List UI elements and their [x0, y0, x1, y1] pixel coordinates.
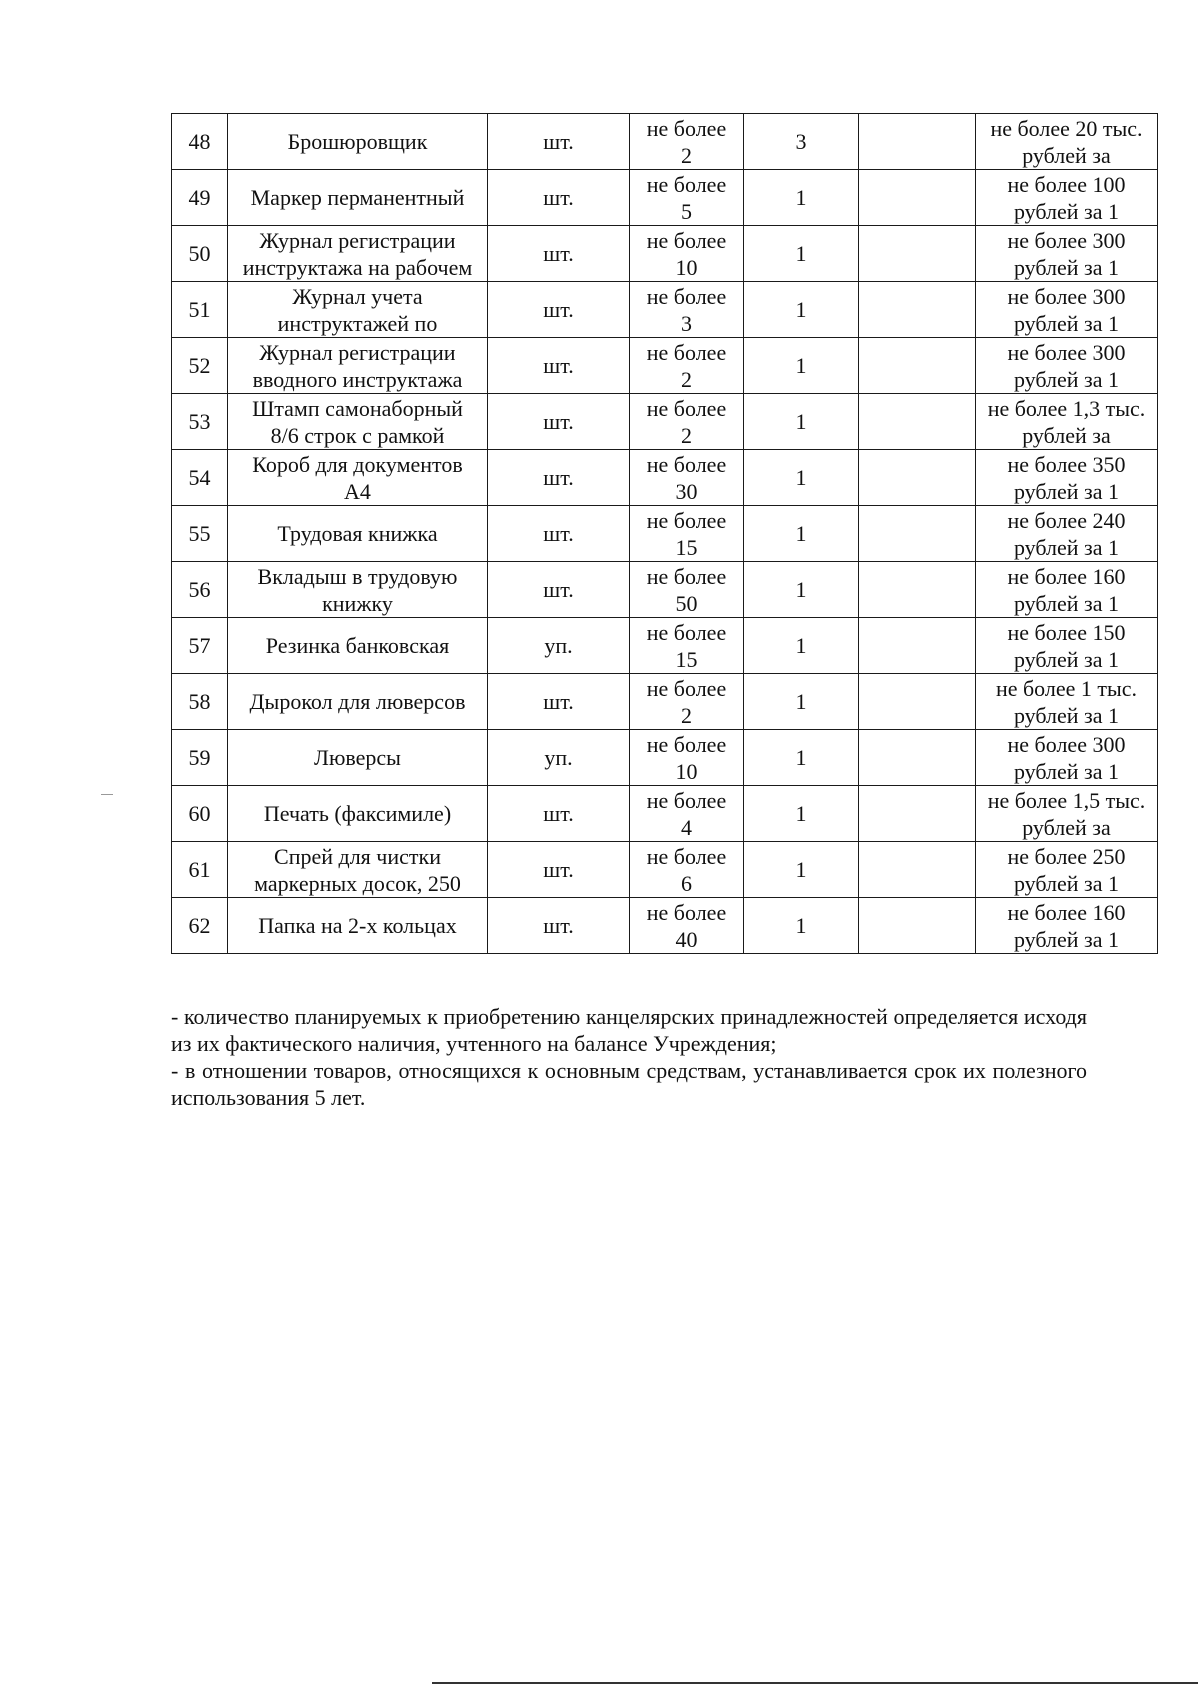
- empty-cell: [859, 114, 976, 170]
- item-name-line: Короб для документов: [252, 451, 463, 477]
- note-service-life: - в отношении товаров, относящихся к основным средствам, устанавливается срок их полезного использования 5 лет.: [171, 1058, 1087, 1110]
- quantity-line: 15: [675, 534, 698, 560]
- price-line: рублей за 1: [1013, 702, 1120, 728]
- item-name-line: инструктажа на рабочем: [242, 254, 473, 280]
- quantity-line: 2: [681, 366, 692, 392]
- item-name-cell: [228, 226, 488, 282]
- note-quantity: - количество планируемых к приобретению канцелярских принадлежностей определяется исходя из их фактического наличия, учтенного на балансе Учреждения;: [171, 1004, 1087, 1056]
- table-row: [172, 450, 1158, 506]
- table-row: [172, 282, 1158, 338]
- quantity-cell: [630, 450, 744, 506]
- table-row: [172, 394, 1158, 450]
- item-name-line: Брошюровщик: [287, 129, 428, 154]
- price-cell: [976, 898, 1158, 954]
- empty-cell: [859, 506, 976, 562]
- empty-cell: [859, 450, 976, 506]
- quantity-line: не более: [646, 843, 727, 869]
- price-cell: [976, 450, 1158, 506]
- supplies-table: [171, 113, 1158, 954]
- price-cell: [976, 170, 1158, 226]
- bottom-rule: [432, 1682, 1198, 1684]
- price-cell: [976, 338, 1158, 394]
- item-name-cell: [228, 282, 488, 338]
- empty-cell: [859, 282, 976, 338]
- quantity-line: 3: [681, 310, 692, 336]
- item-name-line: книжку: [322, 590, 393, 616]
- quantity-cell: [630, 618, 744, 674]
- quantity-line: не более: [646, 339, 727, 365]
- service-term-cell: 1: [744, 282, 859, 338]
- quantity-line: не более: [646, 619, 727, 645]
- service-term-cell: 1: [744, 394, 859, 450]
- price-line: рублей за: [1022, 422, 1111, 448]
- price-cell: [976, 282, 1158, 338]
- quantity-line: 4: [681, 814, 692, 840]
- quantity-cell: [630, 562, 744, 618]
- item-name-cell: [228, 898, 488, 954]
- item-name-line: Журнал учета: [292, 283, 423, 309]
- price-line: не более 1,3 тыс.: [987, 395, 1146, 421]
- row-number-cell: 59: [172, 730, 228, 786]
- table-body: [172, 114, 1158, 954]
- item-name-cell: [228, 394, 488, 450]
- price-line: не более 300: [1007, 731, 1126, 757]
- empty-cell: [859, 786, 976, 842]
- quantity-line: не более: [646, 731, 727, 757]
- price-cell: [976, 562, 1158, 618]
- price-line: рублей за 1: [1013, 534, 1120, 560]
- quantity-cell: [630, 898, 744, 954]
- unit-cell: шт.: [488, 506, 630, 562]
- unit-cell: уп.: [488, 730, 630, 786]
- table-row: [172, 562, 1158, 618]
- item-name-cell: [228, 506, 488, 562]
- quantity-line: не более: [646, 395, 727, 421]
- unit-cell: уп.: [488, 618, 630, 674]
- quantity-line: не более: [646, 171, 727, 197]
- quantity-cell: [630, 282, 744, 338]
- empty-cell: [859, 842, 976, 898]
- price-line: не более 100: [1007, 171, 1126, 197]
- table-row: [172, 674, 1158, 730]
- empty-cell: [859, 338, 976, 394]
- row-number-cell: 48: [172, 114, 228, 170]
- item-name-line: 8/6 строк с рамкой: [270, 422, 445, 448]
- quantity-cell: [630, 730, 744, 786]
- price-line: не более 1,5 тыс.: [987, 787, 1146, 813]
- price-line: рублей за 1: [1013, 590, 1120, 616]
- service-term-cell: 1: [744, 506, 859, 562]
- service-term-cell: 1: [744, 674, 859, 730]
- unit-cell: шт.: [488, 674, 630, 730]
- quantity-cell: [630, 338, 744, 394]
- quantity-line: не более: [646, 227, 727, 253]
- quantity-cell: [630, 394, 744, 450]
- quantity-line: 10: [675, 254, 698, 280]
- quantity-line: не более: [646, 283, 727, 309]
- item-name-line: Резинка банковская: [265, 633, 450, 658]
- quantity-cell: [630, 114, 744, 170]
- item-name-cell: [228, 618, 488, 674]
- unit-cell: шт.: [488, 450, 630, 506]
- price-line: не более 150: [1007, 619, 1126, 645]
- price-line: рублей за 1: [1013, 758, 1120, 784]
- service-term-cell: 3: [744, 114, 859, 170]
- item-name-line: Дырокол для люверсов: [249, 689, 466, 714]
- price-line: рублей за: [1022, 814, 1111, 840]
- quantity-cell: [630, 170, 744, 226]
- price-cell: [976, 394, 1158, 450]
- quantity-cell: [630, 842, 744, 898]
- row-number-cell: 60: [172, 786, 228, 842]
- empty-cell: [859, 618, 976, 674]
- item-name-cell: [228, 338, 488, 394]
- price-cell: [976, 114, 1158, 170]
- price-line: не более 160: [1007, 563, 1126, 589]
- item-name-line: Журнал регистрации: [259, 339, 456, 365]
- quantity-line: 40: [675, 926, 698, 952]
- item-name-line: Папка на 2-х кольцах: [258, 913, 457, 938]
- table-row: [172, 842, 1158, 898]
- price-line: не более 1 тыс.: [995, 675, 1138, 701]
- item-name-cell: [228, 730, 488, 786]
- price-line: не более 240: [1007, 507, 1126, 533]
- item-name-line: Вкладыш в трудовую: [257, 563, 458, 589]
- quantity-line: 50: [675, 590, 698, 616]
- row-number-cell: 56: [172, 562, 228, 618]
- quantity-cell: [630, 506, 744, 562]
- item-name-cell: [228, 114, 488, 170]
- price-cell: [976, 674, 1158, 730]
- unit-cell: шт.: [488, 842, 630, 898]
- price-cell: [976, 842, 1158, 898]
- quantity-line: 2: [681, 422, 692, 448]
- item-name-line: Трудовая книжка: [277, 521, 438, 546]
- quantity-line: 10: [675, 758, 698, 784]
- quantity-line: 6: [681, 870, 692, 896]
- row-number-cell: 61: [172, 842, 228, 898]
- quantity-line: не более: [646, 507, 727, 533]
- empty-cell: [859, 674, 976, 730]
- notes-block: [171, 1003, 1087, 1111]
- service-term-cell: 1: [744, 170, 859, 226]
- price-line: не более 300: [1007, 339, 1126, 365]
- unit-cell: шт.: [488, 170, 630, 226]
- service-term-cell: 1: [744, 226, 859, 282]
- item-name-line: Спрей для чистки: [274, 843, 441, 869]
- item-name-cell: [228, 562, 488, 618]
- table-row: [172, 898, 1158, 954]
- row-number-cell: 62: [172, 898, 228, 954]
- empty-cell: [859, 898, 976, 954]
- item-name-line: Маркер перманентный: [250, 185, 465, 210]
- quantity-line: 15: [675, 646, 698, 672]
- margin-mark: [101, 794, 113, 795]
- price-line: не более 300: [1007, 283, 1126, 309]
- service-term-cell: 1: [744, 842, 859, 898]
- price-line: не более 160: [1007, 899, 1126, 925]
- item-name-cell: [228, 674, 488, 730]
- table-row: [172, 618, 1158, 674]
- table-row: [172, 114, 1158, 170]
- price-line: не более 20 тыс.: [990, 115, 1143, 141]
- quantity-line: не более: [646, 787, 727, 813]
- unit-cell: шт.: [488, 114, 630, 170]
- service-term-cell: 1: [744, 730, 859, 786]
- price-line: рублей за: [1022, 142, 1111, 168]
- price-line: рублей за 1: [1013, 310, 1120, 336]
- price-cell: [976, 226, 1158, 282]
- item-name-line: инструктажей по: [277, 310, 438, 336]
- price-line: рублей за 1: [1013, 870, 1120, 896]
- unit-cell: шт.: [488, 562, 630, 618]
- item-name-line: Печать (факсимиле): [263, 801, 452, 826]
- unit-cell: шт.: [488, 226, 630, 282]
- price-line: не более 350: [1007, 451, 1126, 477]
- unit-cell: шт.: [488, 282, 630, 338]
- quantity-line: 30: [675, 478, 698, 504]
- item-name-cell: [228, 842, 488, 898]
- service-term-cell: 1: [744, 338, 859, 394]
- unit-cell: шт.: [488, 898, 630, 954]
- quantity-line: 2: [681, 142, 692, 168]
- quantity-cell: [630, 674, 744, 730]
- price-line: не более 250: [1007, 843, 1126, 869]
- row-number-cell: 55: [172, 506, 228, 562]
- table-row: [172, 786, 1158, 842]
- price-cell: [976, 618, 1158, 674]
- quantity-line: не более: [646, 451, 727, 477]
- service-term-cell: 1: [744, 898, 859, 954]
- item-name-line: Штамп самонаборный: [252, 395, 463, 421]
- row-number-cell: 58: [172, 674, 228, 730]
- table-row: [172, 506, 1158, 562]
- item-name-cell: [228, 170, 488, 226]
- service-term-cell: 1: [744, 786, 859, 842]
- empty-cell: [859, 730, 976, 786]
- price-cell: [976, 786, 1158, 842]
- unit-cell: шт.: [488, 394, 630, 450]
- price-line: рублей за 1: [1013, 646, 1120, 672]
- empty-cell: [859, 170, 976, 226]
- unit-cell: шт.: [488, 786, 630, 842]
- item-name-cell: [228, 786, 488, 842]
- price-line: рублей за 1: [1013, 478, 1120, 504]
- item-name-line: вводного инструктажа: [252, 366, 463, 392]
- table-row: [172, 730, 1158, 786]
- empty-cell: [859, 394, 976, 450]
- price-line: рублей за 1: [1013, 366, 1120, 392]
- item-name-line: маркерных досок, 250: [254, 870, 461, 896]
- item-name-line: А4: [344, 478, 371, 504]
- quantity-line: 5: [681, 198, 692, 224]
- service-term-cell: 1: [744, 562, 859, 618]
- quantity-cell: [630, 786, 744, 842]
- row-number-cell: 54: [172, 450, 228, 506]
- row-number-cell: 57: [172, 618, 228, 674]
- row-number-cell: 50: [172, 226, 228, 282]
- price-line: рублей за 1: [1013, 198, 1120, 224]
- empty-cell: [859, 226, 976, 282]
- table-row: [172, 170, 1158, 226]
- empty-cell: [859, 562, 976, 618]
- price-line: не более 300: [1007, 227, 1126, 253]
- quantity-line: 2: [681, 702, 692, 728]
- price-cell: [976, 730, 1158, 786]
- row-number-cell: 52: [172, 338, 228, 394]
- price-cell: [976, 506, 1158, 562]
- unit-cell: шт.: [488, 338, 630, 394]
- price-line: рублей за 1: [1013, 926, 1120, 952]
- row-number-cell: 53: [172, 394, 228, 450]
- table-row: [172, 226, 1158, 282]
- quantity-line: не более: [646, 899, 727, 925]
- item-name-cell: [228, 450, 488, 506]
- item-name-line: Люверсы: [314, 745, 401, 770]
- quantity-cell: [630, 226, 744, 282]
- service-term-cell: 1: [744, 450, 859, 506]
- row-number-cell: 51: [172, 282, 228, 338]
- item-name-line: Журнал регистрации: [259, 227, 456, 253]
- service-term-cell: 1: [744, 618, 859, 674]
- table-row: [172, 338, 1158, 394]
- price-line: рублей за 1: [1013, 254, 1120, 280]
- quantity-line: не более: [646, 563, 727, 589]
- row-number-cell: 49: [172, 170, 228, 226]
- quantity-line: не более: [646, 115, 727, 141]
- quantity-line: не более: [646, 675, 727, 701]
